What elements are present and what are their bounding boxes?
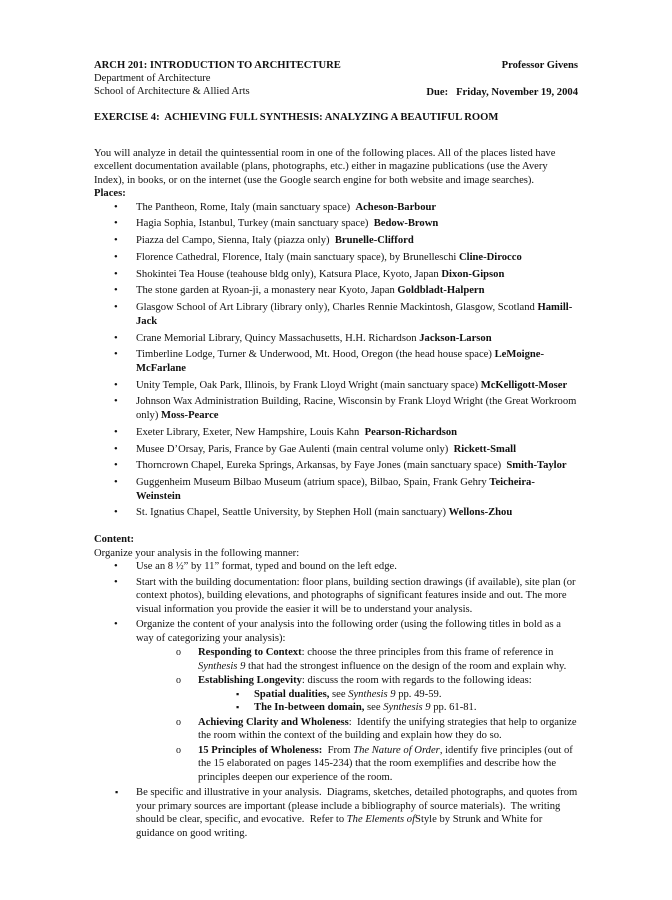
place-description: Glasgow School of Art Library (library only), Charles Rennie Mackintosh, Glasgow, Scotland [136, 302, 538, 314]
student-names: Smith-Taylor [506, 460, 567, 472]
place-item [94, 234, 578, 248]
student-names: McKelligott-Moser [480, 379, 568, 391]
student-names: Rickett-Small [453, 443, 517, 455]
student-names: Wellons-Zhou [448, 507, 513, 519]
student-names: Hamill-Jack [136, 302, 573, 327]
place-item [94, 348, 578, 375]
student-names: Bedow-Brown [373, 218, 439, 230]
place-item [94, 395, 578, 422]
place-item [94, 332, 578, 346]
professor-name: Professor Givens [501, 60, 578, 71]
school: School of Architecture & Allied Arts [94, 86, 250, 97]
sublist-item-spatial: ▪ Spatial dualities, see Synthesis 9 pp. 49-59. [236, 688, 578, 702]
exercise-title: EXERCISE 4: ACHIEVING FULL SYNTHESIS: ANALYZING A BEAUTIFUL ROOM [94, 112, 499, 123]
content-intro: Organize your analysis in the following manner: [94, 547, 300, 559]
place-description: Johnson Wax Administration Building, Racine, Wisconsin by Frank Lloyd Wright (the Great Workroom only) [136, 396, 580, 421]
place-item [94, 251, 578, 265]
place-item [94, 268, 578, 282]
student-names: Goldbladt-Halpern [397, 285, 485, 297]
place-item [94, 506, 578, 520]
organize-sublist [136, 646, 578, 784]
student-names: Dixon-Gipson [441, 268, 505, 280]
student-names: Pearson-Richardson [364, 426, 458, 438]
place-item [94, 217, 578, 231]
place-item [94, 284, 578, 298]
place-description: Crane Memorial Library, Quincy Massachusetts, H.H. Richardson [136, 332, 420, 344]
student-names: Acheson-Barbour [355, 201, 437, 213]
sublist-item-inbetween: ▪ The In-between domain, see Synthesis 9 pp. 61-81. [236, 701, 578, 715]
places-heading: Places: [94, 188, 126, 199]
header [94, 59, 578, 99]
student-names: Teicheira-Weinstein [136, 477, 535, 502]
place-item [94, 426, 578, 440]
place-description: Unity Temple, Oak Park, Illinois, by Frank Lloyd Wright (main sanctuary space) [136, 379, 481, 391]
course-title: ARCH 201: INTRODUCTION TO ARCHITECTURE [94, 60, 341, 71]
place-description: Hagia Sophia, Istanbul, Turkey (main sanctuary space) [136, 218, 374, 230]
place-item [94, 379, 578, 393]
content-heading: Content: [94, 534, 135, 546]
intro-paragraph: You will analyze in detail the quintessential room in one of the following places. All of the places listed have excellent documentation available (plans, photographs, etc.) either in magazine publications (use the Avery Index), in books, or on the internet (use the Google search engine for both website and image searches). [94, 147, 556, 186]
longevity-sublist [198, 688, 578, 715]
place-description: Florence Cathedral, Florence, Italy (main sanctuary space), by Brunelleschi [136, 251, 459, 263]
place-description: Musee D’Orsay, Paris, France by Gae Aulenti (main central volume only) [136, 443, 454, 455]
list-item-format: • Use an 8 ½” by 11” format, typed and bound on the left edge. [94, 560, 578, 574]
place-item [94, 476, 578, 503]
place-description: Thorncrown Chapel, Eureka Springs, Arkansas, by Faye Jones (main sanctuary space) [136, 460, 507, 472]
place-item [94, 201, 578, 215]
list-item-documentation: • Start with the building documentation: floor plans, building section drawings (if available), site plan (or context photos), building elevations, and photographs of significant features inside and out. The more visual information you provide the easier it will be to understand your analysis. [94, 576, 578, 617]
student-names: Jackson-Larson [419, 332, 492, 344]
places-list [94, 201, 578, 520]
list-item-organize: • Organize the content of your analysis into the following order (using the following titles in bold as a way of categorizing your analysis): o Responding to Context: choose the three principles from this frame of reference in Synthesis 9 that had the strongest influence on the design of the room and explain why. o Establishing Longevity: discuss the room with regards to the following ideas: ▪ Spatial dualities, see Synthesis 9 pp. 49-59. ▪ The In-between domain, see Synthesis 9 pp. 61-81. o Achieving Clarity and Wholeness: Identify the unifying strategies that help to organize the room within the context of the building and explain how they do so. o 15 Principles of Wholeness: From The Nature of Order, identify five principles (out of the 15 elaborated on pages 145-234) that the room exemplifies and describe how the principles deepen our experience of the room. [94, 618, 578, 784]
place-description: Timberline Lodge, Turner & Underwood, Mt. Hood, Oregon (the head house space) [136, 349, 495, 361]
sublist-item-clarity: o Achieving Clarity and Wholeness: Identify the unifying strategies that help to organize the room within the context of the building and explain how they do so. [174, 716, 578, 743]
place-item [94, 443, 578, 457]
place-description: Shokintei Tea House (teahouse bldg only), Katsura Place, Kyoto, Japan [136, 268, 442, 280]
sublist-item-longevity: o Establishing Longevity: discuss the room with regards to the following ideas: ▪ Spatial dualities, see Synthesis 9 pp. 49-59. ▪ The In-between domain, see Synthesis 9 pp. 61-81. [174, 674, 578, 715]
due-date: Due: Friday, November 19, 2004 [426, 86, 578, 98]
assignment-page [94, 59, 578, 842]
place-description: Guggenheim Museum Bilbao Museum (atrium space), Bilbao, Spain, Frank Gehry [136, 477, 490, 489]
place-description: Exeter Library, Exeter, New Hampshire, Louis Kahn [136, 426, 365, 438]
place-description: Piazza del Campo, Sienna, Italy (piazza only) [136, 235, 335, 247]
content-list [94, 560, 578, 840]
place-description: The stone garden at Ryoan-ji, a monastery near Kyoto, Japan [136, 285, 398, 297]
sublist-item-context: o Responding to Context: choose the three principles from this frame of reference in Synthesis 9 that had the strongest influence on the design of the room and explain why. [174, 646, 578, 673]
student-names: LeMoigne-McFarlane [136, 349, 544, 374]
student-names: Cline-Dirocco [459, 251, 522, 263]
sublist-item-principles: o 15 Principles of Wholeness: From The Nature of Order, identify five principles (out of the 15 elaborated on pages 145-234) that the room exemplifies and describe how the principles deepen our experience of the room. [174, 744, 578, 785]
place-description: The Pantheon, Rome, Italy (main sanctuary space) [136, 201, 356, 213]
department: Department of Architecture [94, 73, 211, 84]
place-item [94, 459, 578, 473]
student-names: Brunelle-Clifford [334, 235, 414, 247]
place-item [94, 301, 578, 328]
place-description: St. Ignatius Chapel, Seattle University, by Stephen Holl (main sanctuary) [136, 507, 449, 519]
student-names: Moss-Pearce [161, 409, 219, 421]
list-item-specific: ▪ Be specific and illustrative in your analysis. Diagrams, sketches, detailed photographs, and quotes from your primary sources are important (please include a bibliography of source materials). The writing should be clear, specific, and evocative. Refer to The Elements ofStyle by Strunk and White for guidance on good writing. [94, 786, 578, 840]
